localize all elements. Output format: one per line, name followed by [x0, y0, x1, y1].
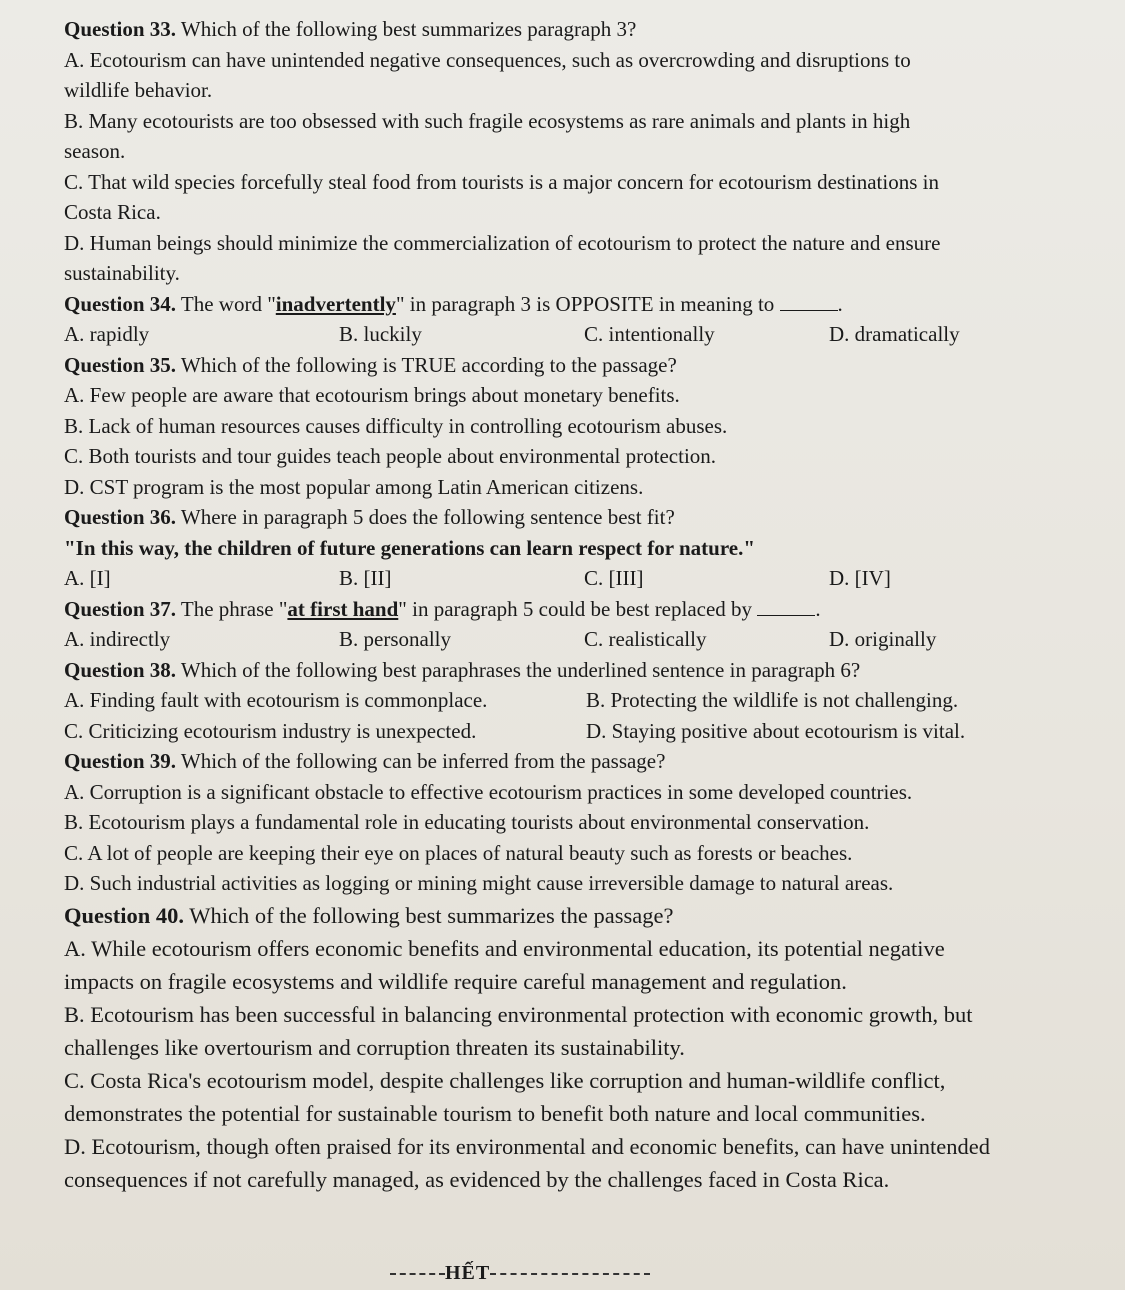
- question-text: Which of the following best paraphrases the underlined sentence in paragraph 6?: [180, 657, 861, 682]
- question-38-stem: [64, 655, 1085, 686]
- dash-left: [390, 1273, 445, 1275]
- question-text: Which of the following best summarizes paragraph 3?: [180, 17, 637, 41]
- option-c-line-2: demonstrates the potential for sustainable tourism to benefit both nature and local communities.: [64, 1100, 926, 1126]
- options-row: [64, 624, 1085, 655]
- option-b: B. luckily: [339, 322, 422, 346]
- question-number: Question 38.: [64, 657, 177, 682]
- option-a: A. Finding fault with ecotourism is commonplace.: [64, 688, 488, 712]
- answer-blank: [780, 294, 838, 311]
- question-36: [64, 502, 1085, 594]
- period: .: [815, 596, 821, 621]
- quoted-sentence: "In this way, the children of future generations can learn respect for nature.": [64, 535, 756, 560]
- question-34-stem: [64, 289, 1085, 320]
- option-c: C. intentionally: [584, 322, 715, 346]
- option-c-line-1: C. That wild species forcefully steal food from tourists is a major concern for ecotourism destinations in: [64, 169, 939, 194]
- option-c-line-2: Costa Rica.: [64, 200, 161, 224]
- question-text-before: The word ": [180, 291, 276, 316]
- question-35: [64, 350, 1085, 503]
- option-c-line-1: C. Costa Rica's ecotourism model, despite challenges like corruption and human-wildlife conflict,: [64, 1067, 946, 1093]
- option-b: B. Ecotourism plays a fundamental role in educating tourists about environmental conservation.: [64, 810, 870, 834]
- option-b: B. Protecting the wildlife is not challenging.: [586, 688, 959, 712]
- option-d: D. originally: [829, 627, 937, 651]
- question-number: Question 35.: [64, 352, 177, 377]
- option-c: C. [III]: [584, 566, 644, 590]
- end-marker: [390, 1262, 650, 1285]
- option-c: C. Both tourists and tour guides teach people about environmental protection.: [64, 444, 717, 468]
- option-a: A. Few people are aware that ecotourism brings about monetary benefits.: [64, 383, 680, 407]
- options-row-2: [64, 716, 1085, 747]
- question-33-stem: [64, 14, 1085, 45]
- option-a: A. rapidly: [64, 322, 150, 346]
- option-c: C. Criticizing ecotourism industry is unexpected.: [64, 718, 477, 743]
- option-d: D. Staying positive about ecotourism is vital.: [586, 718, 966, 743]
- option-d-line-1: D. Human beings should minimize the commercialization of ecotourism to protect the nature and ensure: [64, 230, 941, 255]
- question-39-stem: [64, 746, 1085, 777]
- question-number: Question 39.: [64, 749, 177, 773]
- option-a: A. Corruption is a significant obstacle to effective ecotourism practices in some developed countries.: [64, 779, 913, 804]
- question-text: Which of the following can be inferred from the passage?: [180, 749, 666, 773]
- question-40: [64, 899, 1085, 1196]
- option-d-line-2: sustainability.: [64, 261, 180, 285]
- question-number: Question 34.: [64, 291, 177, 316]
- question-39: [64, 746, 1085, 899]
- question-text-after: " in paragraph 3 is OPPOSITE in meaning to: [395, 291, 775, 316]
- options-row-1: [64, 685, 1085, 716]
- option-d: D. CST program is the most popular among Latin American citizens.: [64, 474, 644, 499]
- question-36-stem: [64, 502, 1085, 533]
- end-text: HẾT: [445, 1262, 491, 1284]
- question-37: [64, 594, 1085, 655]
- option-b-line-1: B. Ecotourism has been successful in balancing environmental protection with economic growth, but: [64, 1001, 973, 1027]
- option-a: A. indirectly: [64, 627, 171, 651]
- option-b: B. personally: [339, 627, 451, 651]
- underlined-keyword: at first hand: [287, 596, 399, 621]
- options-row: [64, 319, 1085, 350]
- underlined-keyword: inadvertently: [275, 291, 396, 316]
- option-d: D. dramatically: [829, 322, 960, 346]
- question-number: Question 36.: [64, 505, 177, 529]
- option-b: B. [II]: [339, 566, 392, 590]
- option-c: C. realistically: [584, 627, 707, 651]
- option-a-line-2: impacts on fragile ecosystems and wildlife require careful management and regulation.: [64, 968, 847, 994]
- question-text: Where in paragraph 5 does the following sentence best fit?: [180, 505, 675, 529]
- question-text: Which of the following best summarizes the passage?: [189, 902, 674, 928]
- answer-blank: [757, 599, 815, 616]
- option-d: D. [IV]: [829, 566, 891, 590]
- question-number: Question 33.: [64, 17, 177, 41]
- question-number: Question 40.: [64, 902, 185, 928]
- option-c: C. A lot of people are keeping their eye on places of natural beauty such as forests or beaches.: [64, 840, 853, 865]
- option-a-line-1: A. Ecotourism can have unintended negative consequences, such as overcrowding and disruptions to: [64, 47, 911, 72]
- options-row: [64, 563, 1085, 594]
- question-text: Which of the following is TRUE according to the passage?: [180, 352, 677, 377]
- option-d-line-2: consequences if not carefully managed, as evidenced by the challenges faced in Costa Rica.: [64, 1166, 890, 1192]
- question-40-stem: [64, 899, 1085, 932]
- question-33: [64, 14, 1085, 289]
- option-b-line-2: challenges like overtourism and corruption threaten its sustainability.: [64, 1034, 685, 1060]
- period: .: [837, 291, 843, 316]
- option-d-line-1: D. Ecotourism, though often praised for its environmental and economic benefits, can have unintended: [64, 1133, 990, 1159]
- option-b-line-1: B. Many ecotourists are too obsessed with such fragile ecosystems as rare animals and plants in high: [64, 108, 911, 133]
- dash-right: [490, 1273, 650, 1275]
- question-text-before: The phrase ": [180, 596, 288, 621]
- question-37-stem: [64, 594, 1085, 625]
- option-d: D. Such industrial activities as logging or mining might cause irreversible damage to natural areas.: [64, 871, 894, 895]
- question-text-after: " in paragraph 5 could be best replaced by: [398, 596, 753, 621]
- option-a: A. [I]: [64, 566, 111, 590]
- question-35-stem: [64, 350, 1085, 381]
- question-38: [64, 655, 1085, 747]
- option-b: B. Lack of human resources causes difficulty in controlling ecotourism abuses.: [64, 413, 728, 438]
- option-b-line-2: season.: [64, 139, 126, 163]
- question-number: Question 37.: [64, 596, 177, 621]
- question-34: [64, 289, 1085, 350]
- option-a-line-2: wildlife behavior.: [64, 78, 213, 102]
- option-a-line-1: A. While ecotourism offers economic benefits and environmental education, its potential negative: [64, 935, 945, 961]
